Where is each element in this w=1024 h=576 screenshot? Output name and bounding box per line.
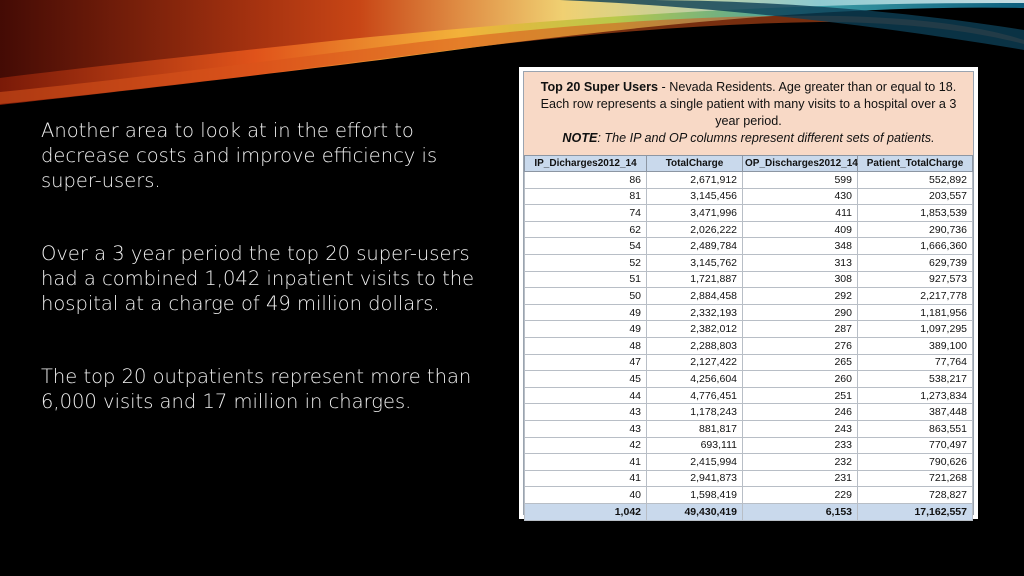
cell-op-discharges: 232 [743,454,858,471]
total-op-discharges: 6,153 [743,503,858,520]
cell-total-charge: 1,178,243 [647,404,743,421]
cell-patient-total-charge: 770,497 [858,437,973,454]
cell-total-charge: 1,721,887 [647,271,743,288]
cell-total-charge: 1,598,419 [647,487,743,504]
table-row [525,387,973,404]
cell-op-discharges: 233 [743,437,858,454]
paragraph-super-users: Another area to look at in the effort to decrease costs and improve efficiency is super-users. [41,119,438,192]
cell-patient-total-charge: 1,097,295 [858,321,973,338]
cell-op-discharges: 260 [743,371,858,388]
cell-ip-discharges: 45 [525,371,647,388]
cell-op-discharges: 231 [743,470,858,487]
cell-total-charge: 881,817 [647,420,743,437]
body-text [41,118,501,414]
cell-total-charge: 2,489,784 [647,238,743,255]
total-patient-total-charge: 17,162,557 [858,503,973,520]
cell-ip-discharges: 54 [525,238,647,255]
col-header-ip-discharges: IP_Dicharges2012_14 [525,156,647,172]
table-row [525,172,973,189]
cell-ip-discharges: 52 [525,254,647,271]
cell-op-discharges: 313 [743,254,858,271]
cell-patient-total-charge: 927,573 [858,271,973,288]
cell-patient-total-charge: 863,551 [858,420,973,437]
table-row [525,470,973,487]
cell-total-charge: 2,671,912 [647,172,743,189]
cell-op-discharges: 251 [743,387,858,404]
table-row [525,238,973,255]
cell-patient-total-charge: 1,273,834 [858,387,973,404]
cell-ip-discharges: 48 [525,337,647,354]
cell-patient-total-charge: 1,181,956 [858,304,973,321]
cell-total-charge: 4,256,604 [647,371,743,388]
cell-patient-total-charge: 77,764 [858,354,973,371]
cell-op-discharges: 246 [743,404,858,421]
table-row [525,221,973,238]
table-row [525,371,973,388]
col-header-patient-total-charge: Patient_TotalCharge [858,156,973,172]
cell-total-charge: 2,026,222 [647,221,743,238]
cell-op-discharges: 265 [743,354,858,371]
cell-patient-total-charge: 389,100 [858,337,973,354]
table-row [525,437,973,454]
cell-total-charge: 4,776,451 [647,387,743,404]
cell-ip-discharges: 47 [525,354,647,371]
table-row [525,321,973,338]
data-table [524,155,973,521]
cell-patient-total-charge: 2,217,778 [858,288,973,305]
table-caption [524,72,973,155]
cell-ip-discharges: 49 [525,321,647,338]
cell-total-charge: 2,127,422 [647,354,743,371]
cell-total-charge: 2,382,012 [647,321,743,338]
table-row [525,205,973,222]
cell-total-charge: 3,145,762 [647,254,743,271]
table-row [525,454,973,471]
col-header-total-charge: TotalCharge [647,156,743,172]
cell-ip-discharges: 42 [525,437,647,454]
cell-op-discharges: 276 [743,337,858,354]
cell-ip-discharges: 41 [525,454,647,471]
cell-patient-total-charge: 552,892 [858,172,973,189]
cell-total-charge: 693,111 [647,437,743,454]
note-text: : The IP and OP columns represent different sets of patients. [597,131,935,145]
table-row [525,420,973,437]
cell-total-charge: 2,884,458 [647,288,743,305]
cell-op-discharges: 287 [743,321,858,338]
cell-ip-discharges: 62 [525,221,647,238]
cell-patient-total-charge: 728,827 [858,487,973,504]
cell-total-charge: 2,941,873 [647,470,743,487]
note-label: NOTE [562,131,598,145]
cell-patient-total-charge: 721,268 [858,470,973,487]
table-title: Top 20 Super Users [540,80,659,94]
table-row [525,188,973,205]
table-row [525,404,973,421]
cell-ip-discharges: 41 [525,470,647,487]
paragraph-outpatient: The top 20 outpatients represent more than 6,000 visits and 17 million in charges. [41,365,472,413]
cell-ip-discharges: 43 [525,420,647,437]
cell-ip-discharges: 81 [525,188,647,205]
cell-ip-discharges: 43 [525,404,647,421]
table-row [525,487,973,504]
totals-row [525,503,973,520]
cell-op-discharges: 430 [743,188,858,205]
cell-patient-total-charge: 790,626 [858,454,973,471]
cell-op-discharges: 409 [743,221,858,238]
cell-ip-discharges: 49 [525,304,647,321]
cell-patient-total-charge: 290,736 [858,221,973,238]
col-header-op-discharges: OP_Discharges2012_14 [743,156,858,172]
table-description: - Nevada Residents. Age greater than or equal to 18. Each row represents a single patient with many visits to a hospital over a 3 year period. [540,80,957,128]
cell-op-discharges: 308 [743,271,858,288]
cell-op-discharges: 292 [743,288,858,305]
cell-op-discharges: 599 [743,172,858,189]
cell-patient-total-charge: 203,557 [858,188,973,205]
cell-ip-discharges: 86 [525,172,647,189]
cell-ip-discharges: 40 [525,487,647,504]
cell-patient-total-charge: 538,217 [858,371,973,388]
total-total-charge: 49,430,419 [647,503,743,520]
cell-op-discharges: 229 [743,487,858,504]
super-users-table-image [519,67,978,519]
cell-patient-total-charge: 1,853,539 [858,205,973,222]
table-row [525,304,973,321]
cell-total-charge: 2,288,803 [647,337,743,354]
header-row [525,156,973,172]
cell-ip-discharges: 50 [525,288,647,305]
cell-op-discharges: 243 [743,420,858,437]
table-row [525,271,973,288]
cell-total-charge: 3,471,996 [647,205,743,222]
cell-total-charge: 3,145,456 [647,188,743,205]
cell-ip-discharges: 74 [525,205,647,222]
total-ip-discharges: 1,042 [525,503,647,520]
cell-patient-total-charge: 387,448 [858,404,973,421]
table-row [525,288,973,305]
cell-op-discharges: 348 [743,238,858,255]
cell-total-charge: 2,415,994 [647,454,743,471]
paragraph-inpatient: Over a 3 year period the top 20 super-users had a combined 1,042 inpatient visits to the hospital at a charge of 49 million dollars. [41,242,475,315]
cell-op-discharges: 411 [743,205,858,222]
cell-patient-total-charge: 1,666,360 [858,238,973,255]
table-row [525,337,973,354]
cell-total-charge: 2,332,193 [647,304,743,321]
table-row [525,254,973,271]
super-users-table [523,71,974,518]
cell-ip-discharges: 44 [525,387,647,404]
cell-ip-discharges: 51 [525,271,647,288]
table-row [525,354,973,371]
cell-patient-total-charge: 629,739 [858,254,973,271]
cell-op-discharges: 290 [743,304,858,321]
